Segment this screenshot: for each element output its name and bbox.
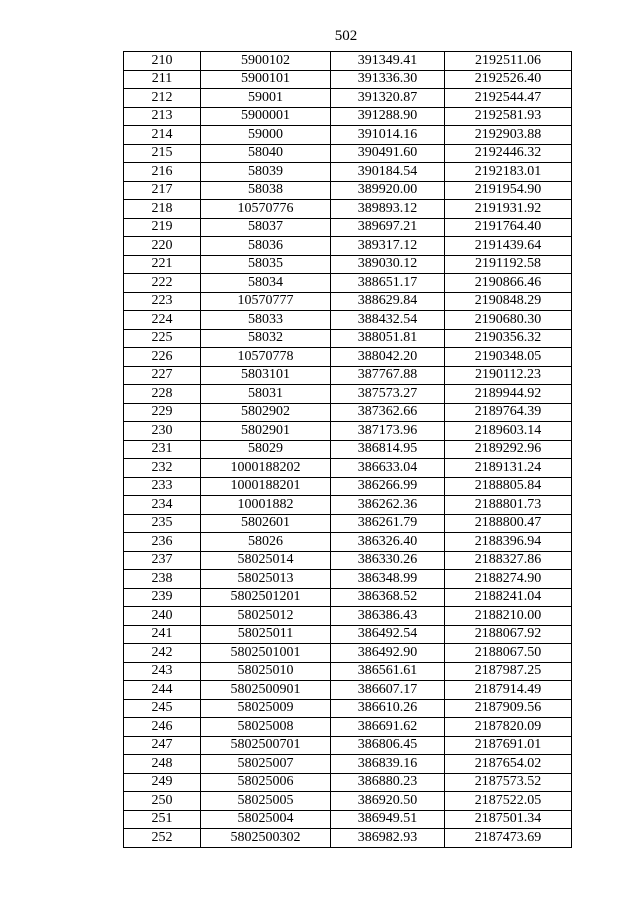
row-index-cell: 240 (124, 607, 201, 626)
y-coordinate-cell: 2188241.04 (445, 588, 572, 607)
point-id-cell: 58032 (201, 329, 331, 348)
row-index-cell: 238 (124, 570, 201, 589)
y-coordinate-cell: 2187691.01 (445, 736, 572, 755)
x-coordinate-cell: 387362.66 (331, 403, 445, 422)
point-id-cell: 58025005 (201, 792, 331, 811)
x-coordinate-cell: 386839.16 (331, 755, 445, 774)
row-index-cell: 234 (124, 496, 201, 515)
table-row (124, 255, 572, 274)
point-id-cell: 58040 (201, 144, 331, 163)
point-id-cell: 5900101 (201, 70, 331, 89)
row-index-cell: 242 (124, 644, 201, 663)
point-id-cell: 10570778 (201, 348, 331, 367)
x-coordinate-cell: 386266.99 (331, 477, 445, 496)
table-row (124, 237, 572, 256)
table-row (124, 126, 572, 145)
row-index-cell: 214 (124, 126, 201, 145)
table-row (124, 181, 572, 200)
y-coordinate-cell: 2190112.23 (445, 366, 572, 385)
row-index-cell: 233 (124, 477, 201, 496)
point-id-cell: 58025012 (201, 607, 331, 626)
table-body (124, 52, 572, 848)
x-coordinate-cell: 386330.26 (331, 551, 445, 570)
y-coordinate-cell: 2187914.49 (445, 681, 572, 700)
y-coordinate-cell: 2190680.30 (445, 311, 572, 330)
y-coordinate-cell: 2191764.40 (445, 218, 572, 237)
table-row (124, 218, 572, 237)
table-row (124, 625, 572, 644)
x-coordinate-cell: 391014.16 (331, 126, 445, 145)
y-coordinate-cell: 2191954.90 (445, 181, 572, 200)
y-coordinate-cell: 2192903.88 (445, 126, 572, 145)
y-coordinate-cell: 2190866.46 (445, 274, 572, 293)
point-id-cell: 58025011 (201, 625, 331, 644)
point-id-cell: 58034 (201, 274, 331, 293)
row-index-cell: 225 (124, 329, 201, 348)
x-coordinate-cell: 388651.17 (331, 274, 445, 293)
row-index-cell: 250 (124, 792, 201, 811)
table-row (124, 773, 572, 792)
point-id-cell: 5802500701 (201, 736, 331, 755)
y-coordinate-cell: 2189131.24 (445, 459, 572, 478)
x-coordinate-cell: 386492.54 (331, 625, 445, 644)
point-id-cell: 58039 (201, 163, 331, 182)
x-coordinate-cell: 391288.90 (331, 107, 445, 126)
point-id-cell: 59001 (201, 89, 331, 108)
row-index-cell: 241 (124, 625, 201, 644)
point-id-cell: 58038 (201, 181, 331, 200)
row-index-cell: 211 (124, 70, 201, 89)
x-coordinate-cell: 389697.21 (331, 218, 445, 237)
row-index-cell: 245 (124, 699, 201, 718)
row-index-cell: 213 (124, 107, 201, 126)
x-coordinate-cell: 386806.45 (331, 736, 445, 755)
y-coordinate-cell: 2192511.06 (445, 52, 572, 71)
x-coordinate-cell: 386814.95 (331, 440, 445, 459)
row-index-cell: 210 (124, 52, 201, 71)
table-row (124, 551, 572, 570)
point-id-cell: 1000188202 (201, 459, 331, 478)
x-coordinate-cell: 389893.12 (331, 200, 445, 219)
point-id-cell: 58025009 (201, 699, 331, 718)
table-row (124, 755, 572, 774)
y-coordinate-cell: 2192581.93 (445, 107, 572, 126)
point-id-cell: 10570777 (201, 292, 331, 311)
table-row (124, 70, 572, 89)
table-row (124, 89, 572, 108)
point-id-cell: 5802901 (201, 422, 331, 441)
row-index-cell: 218 (124, 200, 201, 219)
x-coordinate-cell: 391336.30 (331, 70, 445, 89)
point-id-cell: 5900102 (201, 52, 331, 71)
x-coordinate-cell: 391320.87 (331, 89, 445, 108)
row-index-cell: 217 (124, 181, 201, 200)
x-coordinate-cell: 386610.26 (331, 699, 445, 718)
x-coordinate-cell: 386386.43 (331, 607, 445, 626)
point-id-cell: 5802500302 (201, 829, 331, 848)
x-coordinate-cell: 386561.61 (331, 662, 445, 681)
table-row (124, 477, 572, 496)
y-coordinate-cell: 2188396.94 (445, 533, 572, 552)
row-index-cell: 224 (124, 311, 201, 330)
x-coordinate-cell: 391349.41 (331, 52, 445, 71)
table-row (124, 681, 572, 700)
table-row (124, 533, 572, 552)
table-row (124, 440, 572, 459)
y-coordinate-cell: 2188800.47 (445, 514, 572, 533)
page-number: 502 (334, 28, 358, 44)
y-coordinate-cell: 2187820.09 (445, 718, 572, 737)
table-row (124, 699, 572, 718)
point-id-cell: 5900001 (201, 107, 331, 126)
x-coordinate-cell: 387573.27 (331, 385, 445, 404)
table-row (124, 422, 572, 441)
table-row (124, 570, 572, 589)
table-row (124, 718, 572, 737)
point-id-cell: 5803101 (201, 366, 331, 385)
row-index-cell: 227 (124, 366, 201, 385)
row-index-cell: 243 (124, 662, 201, 681)
row-index-cell: 221 (124, 255, 201, 274)
x-coordinate-cell: 388629.84 (331, 292, 445, 311)
point-id-cell: 58025004 (201, 810, 331, 829)
row-index-cell: 248 (124, 755, 201, 774)
x-coordinate-cell: 389920.00 (331, 181, 445, 200)
table-row (124, 52, 572, 71)
y-coordinate-cell: 2187654.02 (445, 755, 572, 774)
x-coordinate-cell: 386920.50 (331, 792, 445, 811)
table-row (124, 607, 572, 626)
row-index-cell: 230 (124, 422, 201, 441)
row-index-cell: 215 (124, 144, 201, 163)
row-index-cell: 252 (124, 829, 201, 848)
point-id-cell: 58025014 (201, 551, 331, 570)
y-coordinate-cell: 2192526.40 (445, 70, 572, 89)
table-row (124, 514, 572, 533)
row-index-cell: 251 (124, 810, 201, 829)
table-row (124, 829, 572, 848)
y-coordinate-cell: 2189944.92 (445, 385, 572, 404)
x-coordinate-cell: 387767.88 (331, 366, 445, 385)
point-id-cell: 5802601 (201, 514, 331, 533)
row-index-cell: 216 (124, 163, 201, 182)
row-index-cell: 222 (124, 274, 201, 293)
table-row (124, 385, 572, 404)
y-coordinate-cell: 2187573.52 (445, 773, 572, 792)
y-coordinate-cell: 2192183.01 (445, 163, 572, 182)
x-coordinate-cell: 386949.51 (331, 810, 445, 829)
point-id-cell: 5802902 (201, 403, 331, 422)
y-coordinate-cell: 2191439.64 (445, 237, 572, 256)
x-coordinate-cell: 390491.60 (331, 144, 445, 163)
x-coordinate-cell: 388432.54 (331, 311, 445, 330)
y-coordinate-cell: 2187909.56 (445, 699, 572, 718)
table-row (124, 792, 572, 811)
x-coordinate-cell: 386326.40 (331, 533, 445, 552)
y-coordinate-cell: 2190348.05 (445, 348, 572, 367)
y-coordinate-cell: 2187473.69 (445, 829, 572, 848)
table-row (124, 662, 572, 681)
point-id-cell: 5802501201 (201, 588, 331, 607)
row-index-cell: 231 (124, 440, 201, 459)
x-coordinate-cell: 386492.90 (331, 644, 445, 663)
point-id-cell: 58025007 (201, 755, 331, 774)
x-coordinate-cell: 388042.20 (331, 348, 445, 367)
x-coordinate-cell: 390184.54 (331, 163, 445, 182)
y-coordinate-cell: 2187522.05 (445, 792, 572, 811)
point-id-cell: 58025008 (201, 718, 331, 737)
y-coordinate-cell: 2188801.73 (445, 496, 572, 515)
point-id-cell: 58025010 (201, 662, 331, 681)
y-coordinate-cell: 2188210.00 (445, 607, 572, 626)
table-row (124, 348, 572, 367)
point-id-cell: 1000188201 (201, 477, 331, 496)
table-row (124, 311, 572, 330)
y-coordinate-cell: 2188327.86 (445, 551, 572, 570)
table-row (124, 292, 572, 311)
table-row (124, 274, 572, 293)
point-id-cell: 58025013 (201, 570, 331, 589)
y-coordinate-cell: 2187501.34 (445, 810, 572, 829)
table-row (124, 644, 572, 663)
y-coordinate-cell: 2188067.50 (445, 644, 572, 663)
x-coordinate-cell: 386880.23 (331, 773, 445, 792)
point-id-cell: 10001882 (201, 496, 331, 515)
x-coordinate-cell: 386262.36 (331, 496, 445, 515)
table-row (124, 144, 572, 163)
y-coordinate-cell: 2190356.32 (445, 329, 572, 348)
y-coordinate-cell: 2189764.39 (445, 403, 572, 422)
y-coordinate-cell: 2188805.84 (445, 477, 572, 496)
y-coordinate-cell: 2188067.92 (445, 625, 572, 644)
x-coordinate-cell: 386261.79 (331, 514, 445, 533)
table-row (124, 736, 572, 755)
point-id-cell: 10570776 (201, 200, 331, 219)
table-row (124, 810, 572, 829)
table-row (124, 329, 572, 348)
table-row (124, 588, 572, 607)
x-coordinate-cell: 386982.93 (331, 829, 445, 848)
point-id-cell: 58037 (201, 218, 331, 237)
point-id-cell: 58036 (201, 237, 331, 256)
y-coordinate-cell: 2192446.32 (445, 144, 572, 163)
x-coordinate-cell: 386691.62 (331, 718, 445, 737)
row-index-cell: 237 (124, 551, 201, 570)
table-row (124, 200, 572, 219)
table-row (124, 107, 572, 126)
row-index-cell: 219 (124, 218, 201, 237)
point-id-cell: 58033 (201, 311, 331, 330)
x-coordinate-cell: 388051.81 (331, 329, 445, 348)
row-index-cell: 239 (124, 588, 201, 607)
x-coordinate-cell: 389317.12 (331, 237, 445, 256)
x-coordinate-cell: 389030.12 (331, 255, 445, 274)
y-coordinate-cell: 2192544.47 (445, 89, 572, 108)
row-index-cell: 249 (124, 773, 201, 792)
row-index-cell: 226 (124, 348, 201, 367)
row-index-cell: 229 (124, 403, 201, 422)
y-coordinate-cell: 2187987.25 (445, 662, 572, 681)
point-id-cell: 5802501001 (201, 644, 331, 663)
x-coordinate-cell: 386607.17 (331, 681, 445, 700)
row-index-cell: 246 (124, 718, 201, 737)
y-coordinate-cell: 2188274.90 (445, 570, 572, 589)
table-row (124, 496, 572, 515)
row-index-cell: 220 (124, 237, 201, 256)
row-index-cell: 247 (124, 736, 201, 755)
coordinates-table (123, 51, 572, 848)
point-id-cell: 59000 (201, 126, 331, 145)
row-index-cell: 244 (124, 681, 201, 700)
row-index-cell: 228 (124, 385, 201, 404)
table-row (124, 459, 572, 478)
y-coordinate-cell: 2189603.14 (445, 422, 572, 441)
row-index-cell: 236 (124, 533, 201, 552)
point-id-cell: 58025006 (201, 773, 331, 792)
point-id-cell: 58029 (201, 440, 331, 459)
point-id-cell: 5802500901 (201, 681, 331, 700)
x-coordinate-cell: 386633.04 (331, 459, 445, 478)
point-id-cell: 58035 (201, 255, 331, 274)
y-coordinate-cell: 2191931.92 (445, 200, 572, 219)
row-index-cell: 223 (124, 292, 201, 311)
table-row (124, 366, 572, 385)
y-coordinate-cell: 2189292.96 (445, 440, 572, 459)
row-index-cell: 235 (124, 514, 201, 533)
y-coordinate-cell: 2190848.29 (445, 292, 572, 311)
table-row (124, 403, 572, 422)
x-coordinate-cell: 386368.52 (331, 588, 445, 607)
y-coordinate-cell: 2191192.58 (445, 255, 572, 274)
row-index-cell: 232 (124, 459, 201, 478)
point-id-cell: 58031 (201, 385, 331, 404)
table-row (124, 163, 572, 182)
point-id-cell: 58026 (201, 533, 331, 552)
x-coordinate-cell: 386348.99 (331, 570, 445, 589)
row-index-cell: 212 (124, 89, 201, 108)
x-coordinate-cell: 387173.96 (331, 422, 445, 441)
